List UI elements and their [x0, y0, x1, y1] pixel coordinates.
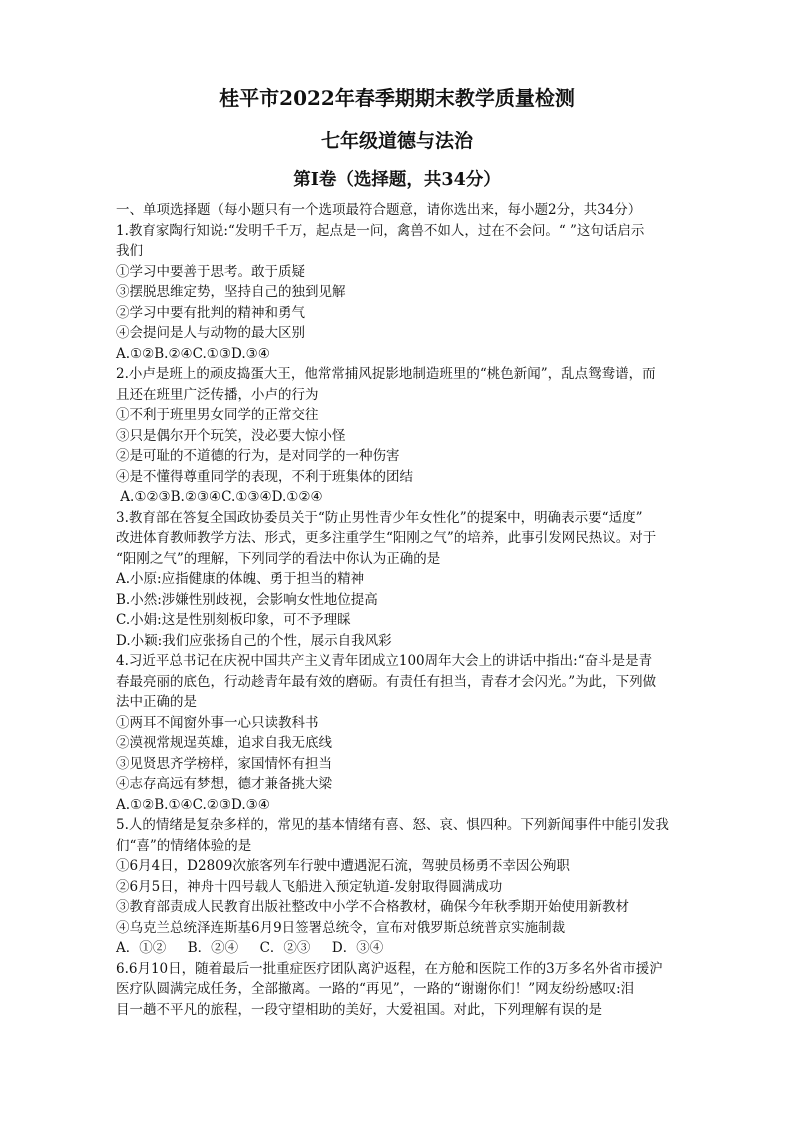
option-item: ②学习中要有批判的精神和勇气: [116, 304, 305, 321]
question-stem: 5.人的情绪是复杂多样的，常见的基本情绪有喜、怒、哀、惧四种。下列新闻事件中能引发我: [116, 817, 669, 833]
option-item: ①学习中要善于思考。敢于质疑: [116, 263, 305, 280]
option-item: ④会提问是人与动物的最大区别: [116, 325, 305, 341]
question-stem: 目一趟不平凡的旅程，一段守望相助的美好，大爱祖国。对此，下列理解有误的是: [116, 1001, 602, 1018]
question-stem: 3.教育部在答复全国政协委员关于“防止男性青少年女性化”的提案中，明确表示要“适度”: [116, 509, 643, 526]
option-item: ②6月5日，神舟十四号载人飞船进入预定轨道-发射取得圆满成功: [116, 878, 503, 895]
option-item: ③见贤思齐学榜样，家国情怀有担当: [116, 755, 332, 772]
question-stem: 6.6月10日，随着最后一批重症医疗团队离沪返程，在方舱和医院工作的3万多名外省市援沪: [116, 960, 663, 977]
option-item: ①不利于班里男女同学的正常交往: [116, 407, 319, 423]
question-stem: 4.习近平总书记在庆祝中国共产主义青年团成立100周年大会上的讲话中指出:“奋斗是是青: [116, 653, 653, 669]
option-item: B.小然:涉嫌性别歧视，会影响女性地位提高: [116, 591, 378, 608]
option-item: ②是可耻的不道德的行为，是对同学的一种伤害: [116, 448, 400, 464]
question-3: [116, 508, 676, 652]
option-item: ③只是偶尔开个玩笑，没必要大惊小怪: [116, 427, 346, 444]
question-stem: 2.小卢是班上的顽皮捣蛋大王，他常常捕风捉影地制造班里的“桃色新闻”，乱点鸳鸯谱，而: [116, 366, 656, 382]
question-stem: 且还在班里广泛传播，小卢的行为: [116, 386, 319, 403]
question-stem: “阳刚之气”的理解，下列同学的看法中你认为正确的是: [116, 550, 441, 567]
exam-subject: 七年级道德与法治: [320, 130, 473, 152]
answer-choices: A．①② B．②④ C．②③ D．③④: [116, 940, 384, 956]
instructions: 一、单项选择题（每小题只有一个选项最符合题意，请你选出来，每小题2分，共34分）: [116, 202, 642, 218]
exam-title: 桂平市2022年春季期期末教学质量检测: [219, 86, 575, 110]
question-1: [116, 221, 676, 365]
question-2: [116, 364, 676, 508]
option-item: ④是不懂得尊重同学的表现，不利于班集体的团结: [116, 468, 413, 485]
section-heading: 第I卷（选择题，共34分）: [293, 170, 501, 190]
question-stem: 法中正确的是: [116, 694, 197, 710]
option-item: ④乌克兰总统泽连斯基6月9日签署总统令，宣布对俄罗斯总统普京实施制裁: [116, 919, 566, 936]
question-list: [116, 200, 676, 1020]
option-item: ③教育部责成人民教育出版社整改中小学不合格教材，确保今年秋季期开始使用新教材: [116, 899, 629, 915]
option-item: A.小原:应指健康的体魄、勇于担当的精神: [116, 571, 365, 587]
option-item: C.小娟:这是性别刻板印象，可不予理睬: [116, 612, 351, 628]
option-item: ③摆脱思维定势，坚持自己的独到见解: [116, 284, 346, 300]
question-5: [116, 815, 676, 959]
question-stem: 春最亮丽的底色，行动趁青年最有效的磨砺。有责任有担当，青春才会闪光。”为此，下列做: [116, 673, 657, 690]
option-item: ①6月4日，D2809次旅客列车行驶中遭遇泥石流，驾驶员杨勇不幸因公殉职: [116, 858, 570, 874]
question-4: [116, 651, 676, 815]
question-stem: 我们: [116, 243, 143, 259]
answer-choices: A.①②B.②④C.①③D.③④: [116, 345, 270, 362]
option-item: ②漠视常规逞英雄，追求自我无底线: [116, 735, 332, 751]
question-stem: 们“喜”的情绪体验的是: [116, 837, 252, 854]
answer-choices: A.①②③B.②③④C.①③④D.①②④: [116, 489, 323, 505]
option-item: ①两耳不闻窗外事一心只读教科书: [116, 714, 319, 731]
question-stem: 改进体育教师教学方法、形式，更多注重学生“阳刚之气”的培养，此事引发网民热议。对于: [116, 530, 657, 546]
question-6: [116, 959, 676, 1021]
answer-choices: A.①②B.①④C.②③D.③④: [116, 796, 270, 813]
question-stem: 医疗队圆满完成任务，全部撤离。一路的“再见”，一路的“谢谢你们！”网友纷纷感叹:泪: [116, 981, 635, 997]
option-item: ④志存高远有梦想，德才兼备挑大梁: [116, 776, 332, 792]
option-item: D.小颖:我们应张扬自己的个性，展示自我风彩: [116, 632, 392, 649]
question-stem: 1.教育家陶行知说:“发明千千万，起点是一问，禽兽不如人，过在不会问。“ ”这句话启示: [116, 222, 645, 239]
